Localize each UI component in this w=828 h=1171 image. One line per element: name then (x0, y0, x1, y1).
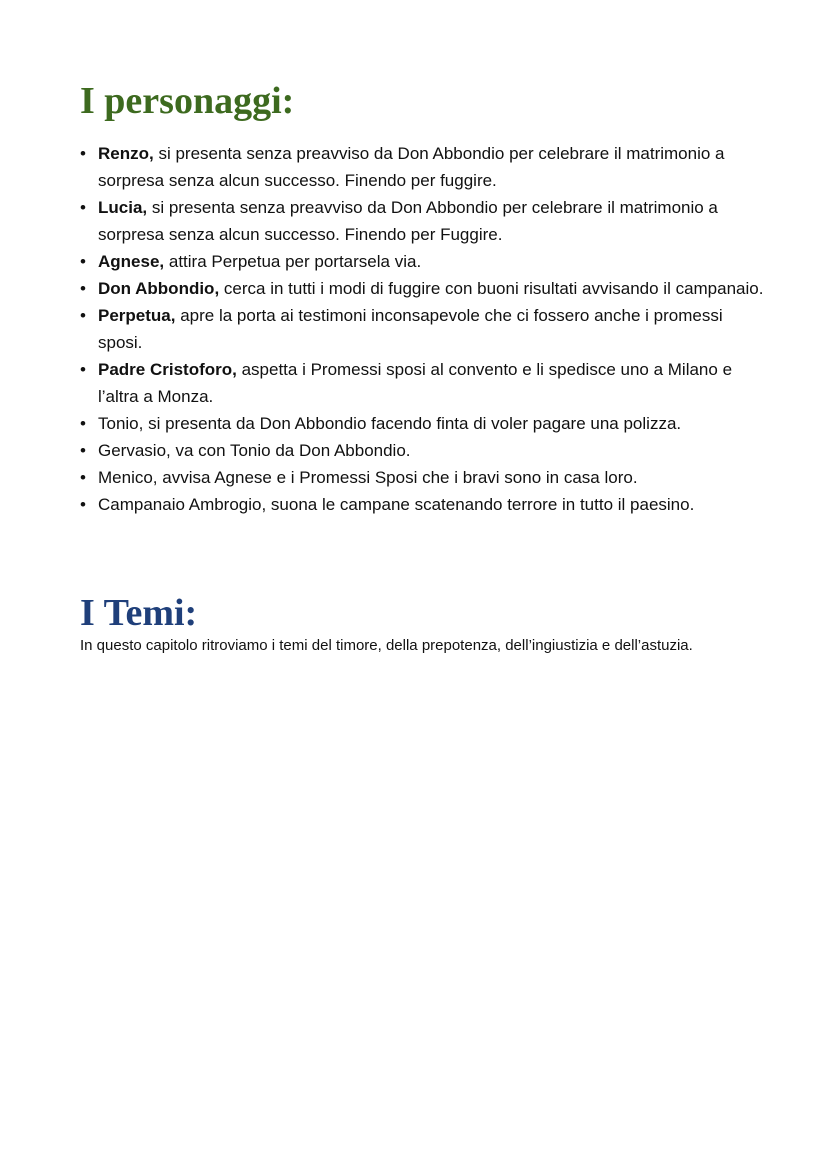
character-description: Tonio, si presenta da Don Abbondio facendo finta di voler pagare una polizza. (98, 414, 682, 433)
character-description: aspetta i Promessi sposi al convento e li spedisce uno a Milano e l’altra a Monza. (98, 360, 733, 406)
character-description: Menico, avvisa Agnese e i Promessi Sposi che i bravi sono in casa loro. (98, 468, 638, 487)
list-item (80, 410, 770, 437)
bullet-icon: • (80, 360, 86, 379)
list-item (80, 356, 770, 410)
personaggi-heading: I personaggi: (80, 80, 295, 122)
list-item (80, 437, 770, 464)
list-item (80, 275, 770, 302)
bullet-icon: • (80, 252, 86, 271)
list-item (80, 194, 770, 248)
character-description: si presenta senza preavviso da Don Abbondio per celebrare il matrimonio a sorpresa senza alcun successo. Finendo per Fuggire. (98, 198, 718, 244)
character-description: si presenta senza preavviso da Don Abbondio per celebrare il matrimonio a sorpresa senza alcun successo. Finendo per fuggire. (98, 144, 725, 190)
list-item (80, 140, 770, 194)
list-item (80, 248, 770, 275)
list-item (80, 464, 770, 491)
personaggi-list (80, 140, 770, 518)
bullet-icon: • (80, 306, 86, 325)
character-name: Padre Cristoforo, (98, 360, 237, 379)
list-item (80, 302, 770, 356)
bullet-icon: • (80, 414, 86, 433)
temi-paragraph: In questo capitolo ritroviamo i temi del timore, della prepotenza, dell’ingiustizia e dell’astuzia. (80, 637, 693, 654)
character-name: Agnese, (98, 252, 165, 271)
character-description: Campanaio Ambrogio, suona le campane scatenando terrore in tutto il paesino. (98, 495, 695, 514)
bullet-icon: • (80, 495, 86, 514)
temi-heading: I Temi: (80, 592, 198, 634)
character-description: attira Perpetua per portarsela via. (164, 252, 422, 271)
character-description: apre la porta ai testimoni inconsapevole che ci fossero anche i promessi sposi. (98, 306, 723, 352)
character-description: Gervasio, va con Tonio da Don Abbondio. (98, 441, 411, 460)
character-name: Perpetua, (98, 306, 176, 325)
character-name: Don Abbondio, (98, 279, 220, 298)
bullet-icon: • (80, 144, 86, 163)
list-item (80, 491, 770, 518)
bullet-icon: • (80, 468, 86, 487)
character-description: cerca in tutti i modi di fuggire con buoni risultati avvisando il campanaio. (219, 279, 764, 298)
bullet-icon: • (80, 441, 86, 460)
character-name: Lucia, (98, 198, 148, 217)
bullet-icon: • (80, 279, 86, 298)
character-name: Renzo, (98, 144, 154, 163)
bullet-icon: • (80, 198, 86, 217)
